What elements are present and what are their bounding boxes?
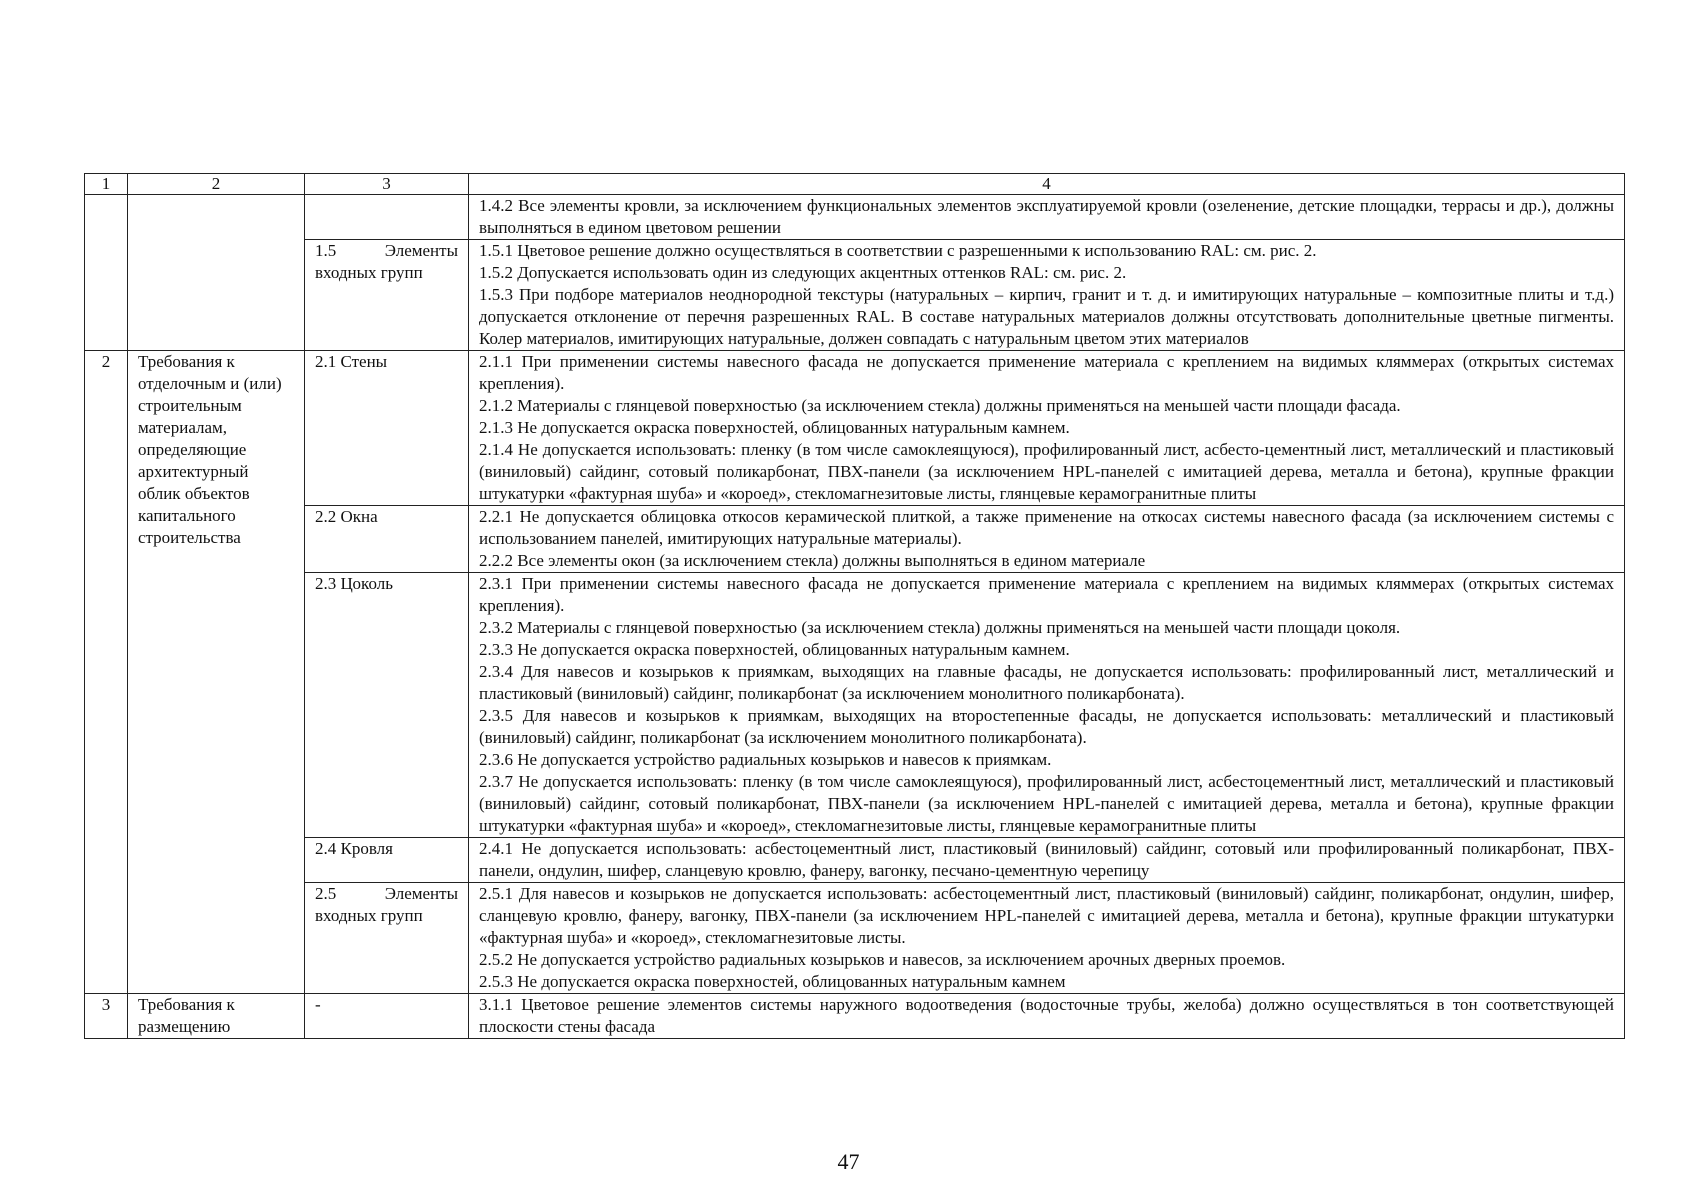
requirement-item: 1.5.2 Допускается использовать один из следующих акцентных оттенков RAL: см. рис. 2. — [479, 263, 1127, 282]
requirement-text-cell — [469, 573, 1625, 838]
element-label-cell — [305, 506, 469, 573]
requirement-text-cell — [469, 351, 1625, 506]
element-label-cell — [305, 351, 469, 506]
page-number: 47 — [837, 1149, 860, 1174]
element-label: 2.2 Окна — [315, 507, 378, 526]
element-label: - — [315, 995, 321, 1014]
requirement-item: 2.4.1 Не допускается использовать: асбестоцементный лист, пластиковый (виниловый) сайдинг, сотовый или профилированный поликарбонат, ПВХ-панели, ондулин, шифер, сланцевую кровлю, фанеру, вагонку, песчано-цементную черепицу — [479, 839, 1614, 880]
requirement-item: 1.5.1 Цветовое решение должно осуществляться в соответствии с разрешенными к использованию RAL: см. рис. 2. — [479, 241, 1317, 260]
element-label: 2.4 Кровля — [315, 839, 393, 858]
requirement-text-cell — [469, 506, 1625, 573]
requirement-item: 3.1.1 Цветовое решение элементов системы наружного водоотведения (водосточные трубы, желоба) должно осуществляться в тон соответствующей плоскости стены фасада — [479, 995, 1614, 1036]
requirement-item: 2.3.1 При применении системы навесного фасада не допускается применение материала с креплением на видимых кляммерах (открытых системах крепления). — [479, 574, 1614, 615]
row-number-cell — [85, 195, 128, 351]
requirement-title-cell: Требования к отделочным и (или) строительным материалам, определяющие архитектурный облик объектов капитального строительства — [128, 351, 305, 994]
table-row — [85, 994, 1625, 1039]
element-label-cell — [305, 195, 469, 240]
element-label-cell — [305, 838, 469, 883]
requirement-item: 2.3.3 Не допускается окраска поверхностей, облицованных натуральным камнем. — [479, 640, 1070, 659]
table-row — [85, 240, 1625, 351]
table-row — [85, 573, 1625, 838]
document-page — [84, 173, 1624, 1039]
requirement-item: 2.2.2 Все элементы окон (за исключением стекла) должны выполняться в едином материале — [479, 551, 1146, 570]
element-label-cell — [305, 883, 469, 994]
header-cell: 1 — [85, 174, 128, 195]
table-row — [85, 195, 1625, 240]
requirement-item: 2.1.1 При применении системы навесного фасада не допускается применение материала с креплением на видимых кляммерах (открытых системах крепления). — [479, 352, 1614, 393]
requirement-item: 2.1.2 Материалы с глянцевой поверхностью (за исключением стекла) должны применяться на меньшей части площади фасада. — [479, 396, 1401, 415]
requirement-text-cell — [469, 883, 1625, 994]
requirement-item: 2.3.7 Не допускается использовать: пленку (в том числе самоклеящуюся), профилированный лист, асбестоцементный лист, металлический и пластиковый (виниловый) сайдинг, сотовый поликарбонат, ПВХ-панели (за исключением HPL-панелей с имитацией дерева, металла и бетона), крупные фракции штукатурки «фактурная шуба» и «короед», стекломагнезитовые листы, глянцевые керамогранитные плиты — [479, 772, 1614, 835]
requirement-title-cell — [128, 195, 305, 351]
element-label: 2.1 Стены — [315, 352, 388, 371]
header-cell: 2 — [128, 174, 305, 195]
element-label-cell — [305, 573, 469, 838]
element-label-cell — [305, 994, 469, 1039]
table-body — [85, 195, 1625, 1039]
requirement-text-cell — [469, 240, 1625, 351]
requirement-item: 1.5.3 При подборе материалов неоднородной текстуры (натуральных – кирпич, гранит и т. д. и имитирующих натуральные – композитные плиты и т.д.) допускается отклонение от перечня разрешенных RAL. В составе натуральных материалов должны отсутствовать дополнительные цветные пигменты. Колер материалов, имитирующих натуральные, должен совпадать с натуральным цветом этих материалов — [479, 285, 1614, 348]
header-cell: 4 — [469, 174, 1625, 195]
table-row — [85, 506, 1625, 573]
requirement-item: 2.5.1 Для навесов и козырьков не допускается использовать: асбестоцементный лист, пластиковый (виниловый) сайдинг, поликарбонат, ондулин, шифер, сланцевую кровлю, фанеру, вагонку, ПВХ-панели (за исключением HPL-панелей с имитацией дерева, металла и бетона), крупные фракции штукатурки «фактурная шуба» и «короед», стекломагнезитовые листы. — [479, 884, 1614, 947]
table-row — [85, 351, 1625, 506]
table-row — [85, 883, 1625, 994]
requirement-title-cell: Требования к размещению — [128, 994, 305, 1039]
element-label: 2.3 Цоколь — [315, 574, 393, 593]
requirement-text-cell — [469, 994, 1625, 1039]
element-label-cell — [305, 240, 469, 351]
header-cell: 3 — [305, 174, 469, 195]
requirement-item: 1.4.2 Все элементы кровли, за исключением функциональных элементов эксплуатируемой кровли (озеленение, детские площадки, террасы и др.), должны выполняться в едином цветовом решении — [479, 196, 1614, 237]
requirement-item: 2.2.1 Не допускается облицовка откосов керамической плиткой, а также применение на откосах системы навесного фасада (за исключением системы с использованием панелей, имитирующих натуральные материалы). — [479, 507, 1614, 548]
requirement-item: 2.5.3 Не допускается окраска поверхностей, облицованных натуральным камнем — [479, 972, 1066, 991]
element-label: 2.5 Элементы входных групп — [315, 884, 458, 925]
requirements-table — [84, 173, 1625, 1039]
requirement-text-cell — [469, 838, 1625, 883]
requirement-item: 2.3.6 Не допускается устройство радиальных козырьков и навесов к приямкам. — [479, 750, 1052, 769]
table-row — [85, 838, 1625, 883]
element-label: 1.5 Элементы входных групп — [315, 241, 458, 282]
header-row — [85, 174, 1625, 195]
row-number-cell: 3 — [85, 994, 128, 1039]
requirement-item: 2.3.4 Для навесов и козырьков к приямкам, выходящих на главные фасады, не допускается использовать: профилированный лист, металлический и пластиковый (виниловый) сайдинг, поликарбонат (за исключением монолитного поликарбоната). — [479, 662, 1614, 703]
requirement-item: 2.5.2 Не допускается устройство радиальных козырьков и навесов, за исключением арочных дверных проемов. — [479, 950, 1286, 969]
requirement-item: 2.1.3 Не допускается окраска поверхностей, облицованных натуральным камнем. — [479, 418, 1070, 437]
row-number-cell: 2 — [85, 351, 128, 994]
requirement-item: 2.3.5 Для навесов и козырьков к приямкам, выходящих на второстепенные фасады, не допускается использовать: металлический и пластиковый (виниловый) сайдинг, поликарбонат (за исключением монолитного поликарбоната). — [479, 706, 1614, 747]
requirement-text-cell — [469, 195, 1625, 240]
requirement-item: 2.3.2 Материалы с глянцевой поверхностью (за исключением стекла) должны применяться на меньшей части площади цоколя. — [479, 618, 1401, 637]
requirement-item: 2.1.4 Не допускается использовать: пленку (в том числе самоклеящуюся), профилированный лист, асбесто-цементный лист, металлический и пластиковый (виниловый) сайдинг, сотовый поликарбонат, ПВХ-панели (за исключением HPL-панелей с имитацией дерева, металла и бетона), крупные фракции штукатурки «фактурная шуба» и «короед», стекломагнезитовые листы, глянцевые керамогранитные плиты — [479, 440, 1614, 503]
